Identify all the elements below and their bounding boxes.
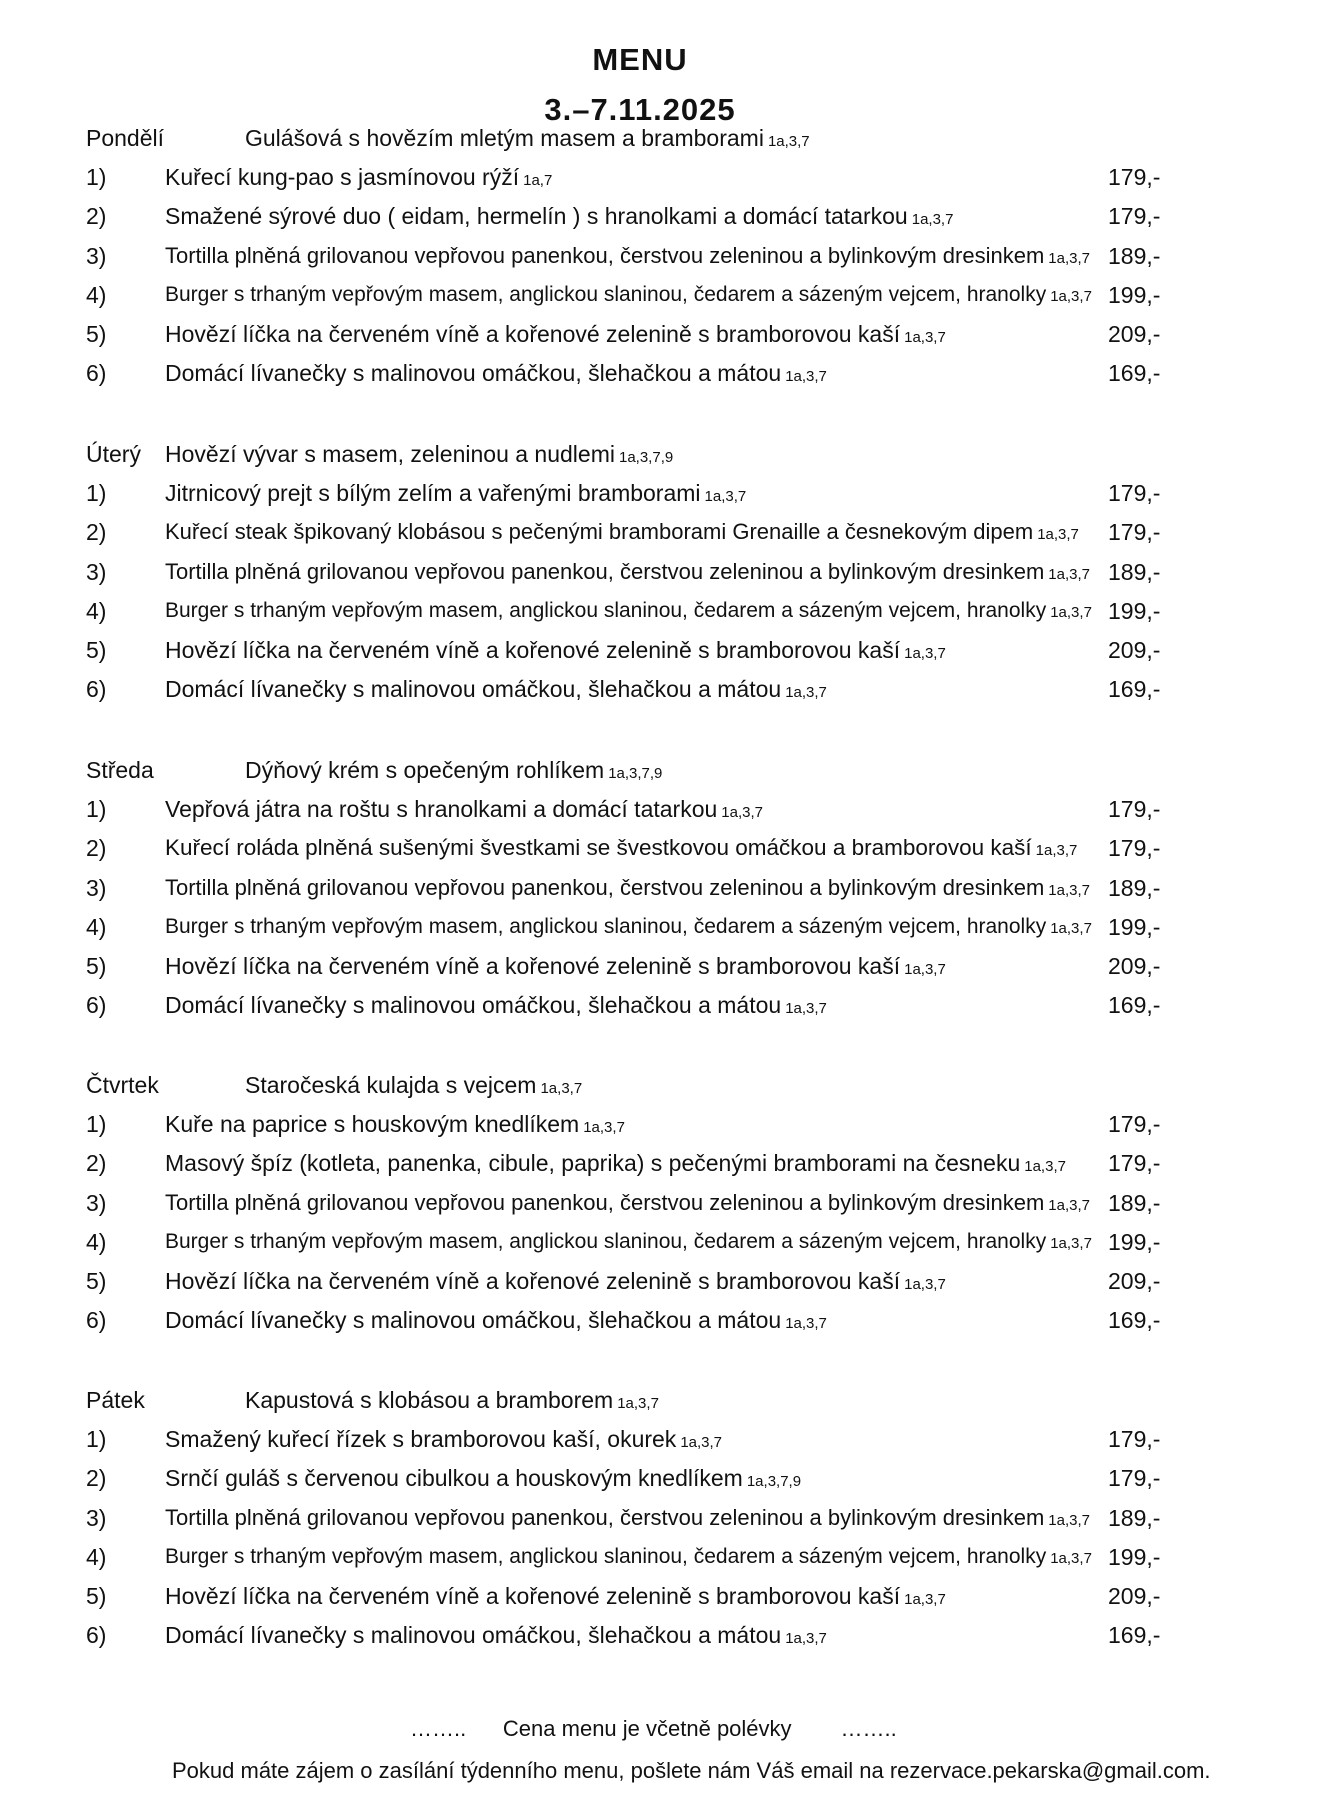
item-number: 6) — [86, 676, 107, 703]
item-dish — [165, 1421, 722, 1461]
item-number: 2) — [86, 1150, 107, 1177]
day-name: Čtvrtek — [86, 1072, 159, 1098]
item-number: 1) — [86, 796, 107, 823]
item-dish — [165, 671, 827, 711]
price-note-text: Cena menu je včetně polévky — [502, 1716, 792, 1741]
menu-item — [0, 987, 1320, 1023]
item-price: 209,- — [1108, 321, 1161, 347]
item-dish — [165, 1224, 1092, 1262]
day-header — [0, 1382, 1320, 1418]
item-name: Burger s trhaným vepřovým masem, anglickou slaninou, čedarem a sázeným vejcem, hranolky — [165, 1544, 1047, 1568]
item-name: Domácí lívanečky s malinovou omáčkou, šlehačkou a mátou — [165, 1622, 782, 1649]
item-price: 179,- — [1108, 1465, 1161, 1492]
day-header — [0, 752, 1320, 788]
item-allergens: 1a,3,7 — [785, 684, 827, 702]
soup-of-day — [245, 1067, 582, 1107]
menu-date-range: 3.–7.11.2025 — [544, 92, 736, 127]
item-allergens: 1a,3,7 — [911, 211, 954, 229]
item-allergens: 1a,3,7 — [704, 488, 747, 506]
item-price: 189,- — [1108, 874, 1161, 901]
menu-item — [0, 355, 1320, 391]
item-allergens: 1a,3,7 — [1048, 249, 1090, 267]
item-price: 179,- — [1108, 1150, 1161, 1177]
item-dish — [165, 159, 552, 199]
item-number: 5) — [86, 321, 107, 347]
soup-of-day — [245, 752, 662, 792]
item-number: 1) — [86, 164, 107, 191]
item-price: 169,- — [1108, 1307, 1161, 1334]
item-dish — [165, 1106, 625, 1146]
menu-item — [0, 1185, 1320, 1221]
item-number: 5) — [86, 1268, 107, 1294]
item-number: 6) — [86, 1307, 107, 1334]
item-allergens: 1a,3,7 — [1024, 1158, 1066, 1176]
item-allergens: 1a,3,7,9 — [746, 1473, 802, 1491]
soup-allergens: 1a,3,7 — [617, 1395, 659, 1412]
newsletter-note: Pokud máte zájem o zasílání týdenního menu, pošlete nám Váš email na rezervace.pekarska@gmail.com. — [172, 1758, 1211, 1783]
menu-item — [0, 198, 1320, 234]
item-name: Hovězí líčka na červeném víně a kořenové zelenině s bramborovou kaší — [165, 1583, 901, 1609]
item-dish — [165, 1617, 827, 1657]
item-number: 3) — [86, 1189, 107, 1216]
item-name: Hovězí líčka na červeném víně a kořenové zelenině s bramborovou kaší — [165, 1268, 901, 1294]
item-allergens: 1a,3,7 — [1050, 287, 1092, 305]
day-name: Pondělí — [86, 125, 165, 151]
item-allergens: 1a,3,7 — [904, 329, 946, 346]
item-price: 179,- — [1108, 480, 1161, 507]
menu-item — [0, 671, 1320, 707]
menu-item — [0, 475, 1320, 511]
item-number: 2) — [86, 1465, 107, 1492]
item-allergens: 1a,3,7 — [1050, 919, 1092, 937]
soup-name: Staročeská kulajda s vejcem — [245, 1072, 537, 1098]
item-number: 1) — [86, 1426, 107, 1453]
item-allergens: 1a,3,7 — [904, 961, 946, 978]
item-allergens: 1a,3,7 — [785, 1315, 827, 1333]
item-number: 2) — [86, 203, 107, 230]
price-note — [410, 1716, 897, 1742]
day-name: Středa — [86, 757, 154, 783]
day-header — [0, 436, 1320, 472]
day-header — [0, 120, 1320, 156]
item-name: Tortilla plněná grilovanou vepřovou panenkou, čerstvou zeleninou a bylinkovým dresinkem — [165, 1189, 1045, 1215]
menu-item — [0, 316, 1320, 352]
item-dish — [165, 238, 1090, 277]
item-dish — [165, 554, 1090, 593]
item-number: 6) — [86, 1622, 107, 1649]
item-dish — [165, 870, 1090, 909]
item-dish — [165, 514, 1079, 553]
item-allergens: 1a,3,7 — [1048, 881, 1090, 899]
item-dish — [165, 1539, 1092, 1577]
item-name: Tortilla plněná grilovanou vepřovou panenkou, čerstvou zeleninou a bylinkovým dresinkem — [165, 558, 1045, 584]
item-name: Burger s trhaným vepřovým masem, anglickou slaninou, čedarem a sázeným vejcem, hranolky — [165, 282, 1047, 306]
item-dish — [165, 830, 1077, 869]
item-price: 209,- — [1108, 637, 1161, 663]
menu-item — [0, 1539, 1320, 1575]
menu-item — [0, 238, 1320, 274]
menu-item — [0, 514, 1320, 550]
item-name: Hovězí líčka na červeném víně a kořenové zelenině s bramborovou kaší — [165, 321, 901, 347]
item-price: 179,- — [1108, 835, 1161, 862]
menu-item — [0, 159, 1320, 195]
soup-of-day — [245, 1382, 659, 1422]
item-price: 199,- — [1108, 1228, 1161, 1255]
item-price: 199,- — [1108, 281, 1161, 308]
item-price: 209,- — [1108, 1583, 1161, 1609]
item-allergens: 1a,3,7 — [583, 1119, 625, 1137]
dots-right: …….. — [840, 1716, 897, 1741]
item-price: 209,- — [1108, 953, 1161, 979]
item-number: 3) — [86, 874, 107, 901]
item-number: 6) — [86, 992, 107, 1019]
item-price: 169,- — [1108, 1622, 1161, 1649]
item-allergens: 1a,3,7 — [1048, 565, 1090, 583]
item-dish — [165, 475, 746, 515]
item-allergens: 1a,7 — [523, 172, 553, 190]
item-price: 189,- — [1108, 558, 1161, 585]
item-allergens: 1a,3,7 — [785, 1000, 827, 1018]
menu-item — [0, 1224, 1320, 1260]
item-number: 6) — [86, 360, 107, 387]
item-name: Tortilla plněná grilovanou vepřovou panenkou, čerstvou zeleninou a bylinkovým dresinkem — [165, 242, 1045, 268]
item-number: 5) — [86, 637, 107, 663]
item-dish — [165, 277, 1092, 315]
item-dish — [165, 948, 946, 988]
item-price: 169,- — [1108, 992, 1161, 1019]
soup-name: Gulášová s hovězím mletým masem a bramborami — [245, 125, 764, 151]
item-allergens: 1a,3,7 — [1048, 1511, 1090, 1529]
day-header — [0, 1067, 1320, 1103]
item-number: 2) — [86, 519, 107, 546]
soup-allergens: 1a,3,7 — [767, 133, 810, 150]
dots-left: …….. — [410, 1716, 467, 1741]
item-price: 209,- — [1108, 1268, 1161, 1294]
item-name: Kuře na paprice s houskovým knedlíkem — [165, 1111, 580, 1138]
item-price: 189,- — [1108, 242, 1161, 269]
menu-item — [0, 909, 1320, 945]
item-number: 4) — [86, 1543, 107, 1570]
item-name: Burger s trhaným vepřovým masem, anglickou slaninou, čedarem a sázeným vejcem, hranolky — [165, 598, 1047, 622]
soup-allergens: 1a,3,7 — [540, 1080, 583, 1097]
item-price: 179,- — [1108, 164, 1161, 191]
item-price: 179,- — [1108, 796, 1161, 823]
item-price: 169,- — [1108, 360, 1161, 387]
menu-item — [0, 1421, 1320, 1457]
menu-item — [0, 593, 1320, 629]
item-name: Masový špíz (kotleta, panenka, cibule, paprika) s pečenými bramborami na česneku — [165, 1150, 1021, 1177]
item-name: Burger s trhaným vepřovým masem, anglickou slaninou, čedarem a sázeným vejcem, hranolky — [165, 1229, 1047, 1253]
menu-item — [0, 554, 1320, 590]
item-allergens: 1a,3,7 — [1048, 1196, 1090, 1214]
item-name: Kuřecí steak špikovaný klobásou s pečenými bramborami Grenaille a česnekovým dipem — [165, 519, 1034, 545]
menu-item — [0, 791, 1320, 827]
item-number: 4) — [86, 281, 107, 308]
day-name: Pátek — [86, 1387, 145, 1413]
item-number: 2) — [86, 835, 107, 862]
item-allergens: 1a,3,7 — [785, 368, 827, 386]
item-dish — [165, 909, 1092, 947]
item-name: Vepřová játra na roštu s hranolkami a domácí tatarkou — [165, 796, 718, 823]
item-dish — [165, 1460, 801, 1500]
item-price: 179,- — [1108, 519, 1161, 546]
item-name: Domácí lívanečky s malinovou omáčkou, šlehačkou a mátou — [165, 1307, 782, 1334]
item-price: 179,- — [1108, 203, 1161, 230]
item-number: 3) — [86, 242, 107, 269]
item-price: 199,- — [1108, 913, 1161, 940]
menu-item — [0, 1500, 1320, 1536]
menu-title: MENU — [592, 42, 688, 77]
item-dish — [165, 1145, 1066, 1185]
menu-item — [0, 632, 1320, 668]
item-allergens: 1a,3,7 — [680, 1434, 723, 1452]
item-dish — [165, 1500, 1090, 1539]
item-allergens: 1a,3,7 — [1050, 603, 1092, 621]
item-price: 189,- — [1108, 1189, 1161, 1216]
soup-allergens: 1a,3,7,9 — [608, 765, 663, 782]
item-allergens: 1a,3,7 — [1037, 526, 1079, 544]
item-price: 199,- — [1108, 597, 1161, 624]
item-number: 5) — [86, 953, 107, 979]
item-name: Smažený kuřecí řízek s bramborovou kaší, okurek — [165, 1426, 677, 1453]
menu-item — [0, 1263, 1320, 1299]
item-number: 1) — [86, 480, 107, 507]
menu-item — [0, 1145, 1320, 1181]
item-allergens: 1a,3,7 — [904, 1276, 946, 1293]
item-number: 1) — [86, 1111, 107, 1138]
item-dish — [165, 987, 827, 1027]
item-dish — [165, 632, 946, 672]
item-name: Domácí lívanečky s malinovou omáčkou, šlehačkou a mátou — [165, 360, 782, 387]
item-dish — [165, 1263, 946, 1303]
item-dish — [165, 791, 763, 831]
menu-item — [0, 1302, 1320, 1338]
item-name: Hovězí líčka na červeném víně a kořenové zelenině s bramborovou kaší — [165, 953, 901, 979]
menu-item — [0, 1106, 1320, 1142]
soup-allergens: 1a,3,7,9 — [618, 449, 674, 466]
item-price: 179,- — [1108, 1111, 1161, 1138]
soup-name: Hovězí vývar s masem, zeleninou a nudlemi — [165, 441, 615, 467]
item-allergens: 1a,3,7 — [785, 1630, 827, 1648]
item-allergens: 1a,3,7 — [721, 804, 764, 822]
item-name: Srnčí guláš s červenou cibulkou a houskovým knedlíkem — [165, 1465, 743, 1492]
soup-name: Kapustová s klobásou a bramborem — [245, 1387, 614, 1413]
item-dish — [165, 1578, 946, 1618]
item-number: 4) — [86, 597, 107, 624]
item-dish — [165, 198, 953, 238]
item-allergens: 1a,3,7 — [904, 645, 946, 662]
day-name: Úterý — [86, 441, 141, 467]
item-number: 5) — [86, 1583, 107, 1609]
item-allergens: 1a,3,7 — [904, 1591, 946, 1608]
item-name: Tortilla plněná grilovanou vepřovou panenkou, čerstvou zeleninou a bylinkovým dresinkem — [165, 1504, 1045, 1530]
item-name: Smažené sýrové duo ( eidam, hermelín ) s hranolkami a domácí tatarkou — [165, 203, 908, 230]
menu-item — [0, 948, 1320, 984]
item-dish — [165, 355, 827, 395]
item-dish — [165, 1185, 1090, 1224]
item-dish — [165, 1302, 827, 1342]
item-number: 4) — [86, 913, 107, 940]
soup-of-day — [245, 120, 810, 160]
menu-item — [0, 1460, 1320, 1496]
item-name: Domácí lívanečky s malinovou omáčkou, šlehačkou a mátou — [165, 676, 782, 703]
soup-name: Dýňový krém s opečeným rohlíkem — [245, 757, 605, 783]
item-price: 169,- — [1108, 676, 1161, 703]
item-allergens: 1a,3,7 — [1050, 1549, 1092, 1567]
item-name: Jitrnicový prejt s bílým zelím a vařenými bramborami — [165, 480, 701, 507]
item-number: 4) — [86, 1228, 107, 1255]
menu-item — [0, 1617, 1320, 1653]
menu-item — [0, 830, 1320, 866]
item-name: Kuřecí kung-pao s jasmínovou rýží — [165, 164, 520, 191]
item-price: 199,- — [1108, 1543, 1161, 1570]
menu-item — [0, 1578, 1320, 1614]
menu-item — [0, 277, 1320, 313]
item-price: 179,- — [1108, 1426, 1161, 1453]
item-name: Hovězí líčka na červeném víně a kořenové zelenině s bramborovou kaší — [165, 637, 901, 663]
item-allergens: 1a,3,7 — [1050, 1234, 1092, 1252]
item-allergens: 1a,3,7 — [1035, 842, 1078, 860]
item-dish — [165, 316, 946, 356]
item-number: 3) — [86, 558, 107, 585]
item-name: Tortilla plněná grilovanou vepřovou panenkou, čerstvou zeleninou a bylinkovým dresinkem — [165, 874, 1045, 900]
soup-of-day — [165, 436, 673, 476]
item-name: Burger s trhaným vepřovým masem, anglickou slaninou, čedarem a sázeným vejcem, hranolky — [165, 914, 1047, 938]
menu-item — [0, 870, 1320, 906]
item-price: 189,- — [1108, 1504, 1161, 1531]
item-number: 3) — [86, 1504, 107, 1531]
item-name: Domácí lívanečky s malinovou omáčkou, šlehačkou a mátou — [165, 992, 782, 1019]
item-dish — [165, 593, 1092, 631]
item-name: Kuřecí roláda plněná sušenými švestkami se švestkovou omáčkou a bramborovou kaší — [165, 835, 1032, 861]
